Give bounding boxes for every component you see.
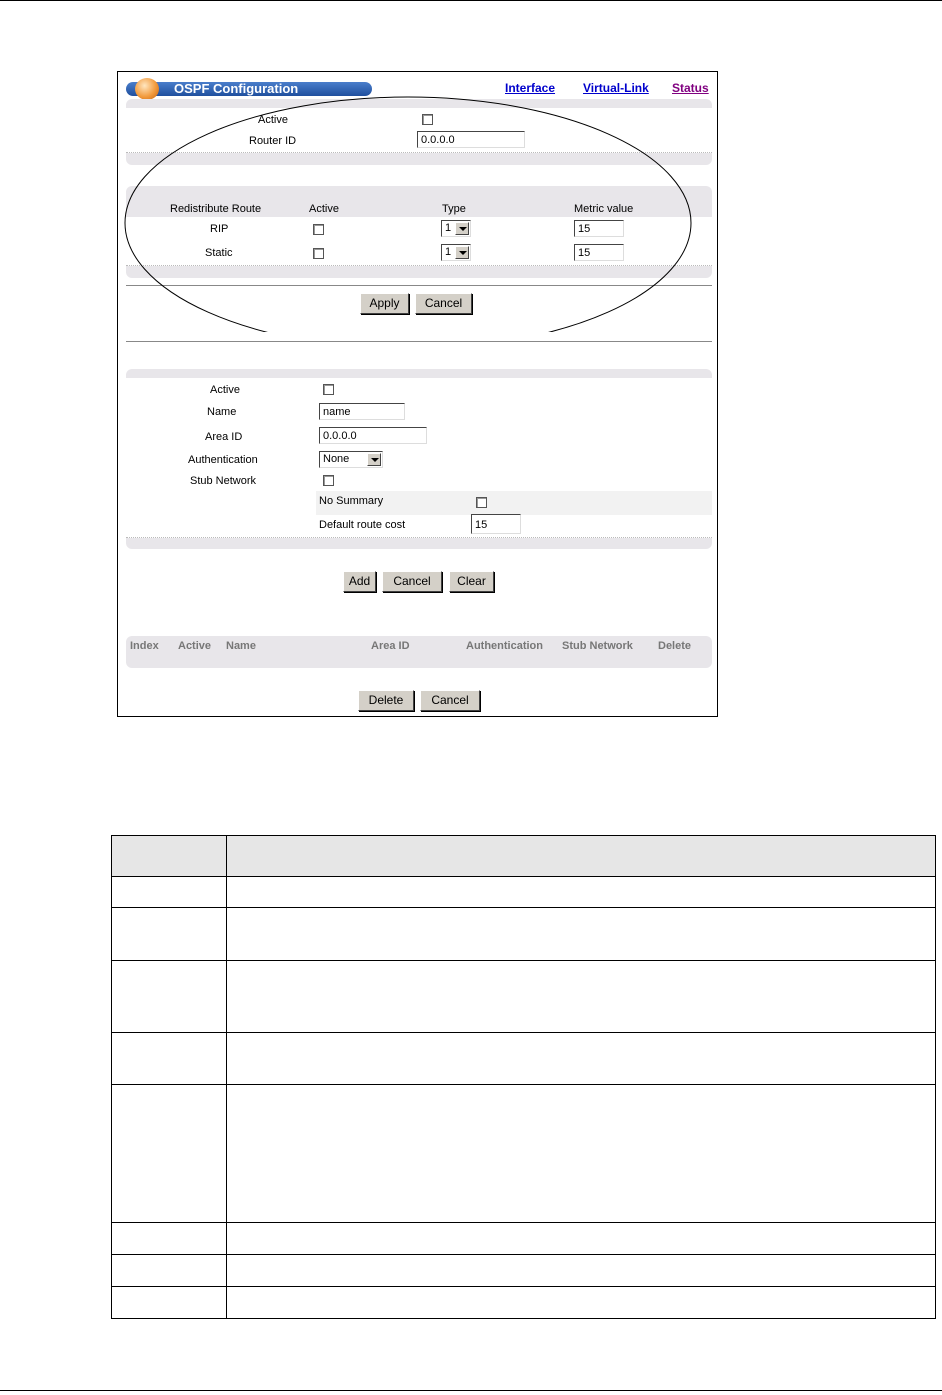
rip-metric-input[interactable]: 15 (574, 220, 624, 237)
router-id-input[interactable]: 0.0.0.0 (417, 131, 525, 148)
no-summary-label: No Summary (319, 495, 384, 507)
area-id-row (126, 424, 712, 449)
table-row (112, 877, 935, 908)
authentication-value: None (323, 453, 350, 465)
area-active-row (126, 378, 712, 401)
rip-label: RIP (210, 223, 229, 235)
router-id-label: Router ID (249, 135, 297, 147)
default-route-cost-label: Default route cost (319, 519, 406, 531)
col-active-header: Active (178, 640, 212, 652)
field-description-table (111, 835, 936, 1319)
authentication-select[interactable] (319, 451, 383, 468)
divider (126, 341, 712, 342)
page-title: OSPF Configuration (126, 82, 372, 96)
redistribute-active-header: Active (309, 203, 339, 215)
area-id-label: Area ID (205, 431, 243, 443)
table-row (112, 908, 935, 961)
area-active-checkbox[interactable] (323, 384, 334, 395)
col-authentication-header: Authentication (466, 640, 543, 652)
area-id-input[interactable]: 0.0.0.0 (319, 427, 427, 444)
stub-network-row (126, 471, 712, 538)
table-row (112, 1033, 935, 1085)
virtual-link-link[interactable]: Virtual-Link (583, 81, 649, 95)
area-name-row (126, 400, 712, 425)
col-delete-header: Delete (658, 640, 692, 652)
static-label: Static (205, 247, 233, 259)
table-cancel-button[interactable]: Cancel (420, 690, 480, 711)
col-index-header: Index (130, 640, 159, 652)
table-row (112, 836, 935, 877)
authentication-row (126, 448, 712, 472)
rip-type-value: 1 (445, 222, 452, 234)
default-route-cost-input[interactable]: 15 (471, 514, 521, 534)
area-name-input[interactable]: name (319, 403, 405, 420)
redistribute-type-header: Type (442, 203, 466, 215)
no-summary-checkbox[interactable] (476, 497, 487, 508)
static-metric-input[interactable]: 15 (574, 244, 624, 261)
chevron-down-icon (367, 453, 381, 466)
add-button[interactable]: Add (343, 571, 376, 592)
area-active-label: Active (210, 384, 240, 396)
area-cancel-button[interactable]: Cancel (382, 571, 442, 592)
static-type-value: 1 (445, 246, 452, 258)
page-bottom-rule (0, 1390, 942, 1391)
ospf-configuration-screen (117, 71, 718, 717)
table-row (112, 1085, 935, 1223)
redistribute-route-header: Redistribute Route (170, 203, 262, 215)
table-row (112, 1255, 935, 1287)
apply-button[interactable]: Apply (360, 293, 409, 314)
active-label: Active (258, 114, 288, 126)
interface-link[interactable]: Interface (505, 81, 556, 95)
clear-button[interactable]: Clear (449, 571, 494, 592)
authentication-label: Authentication (188, 454, 258, 466)
redistribute-metric-header: Metric value (574, 203, 634, 215)
page-top-rule (0, 0, 942, 1)
highlight-ellipse (118, 72, 717, 332)
no-summary-subrow (316, 491, 712, 515)
col-stub-network-header: Stub Network (562, 640, 633, 652)
cancel-button[interactable]: Cancel (415, 293, 472, 314)
col-area-id-header: Area ID (371, 640, 410, 652)
stub-network-checkbox[interactable] (323, 475, 334, 486)
status-link[interactable]: Status (672, 81, 709, 95)
col-name-header: Name (226, 640, 256, 652)
delete-button[interactable]: Delete (358, 690, 414, 711)
area-name-label: Name (207, 406, 237, 418)
table-row (112, 1223, 935, 1255)
stub-network-label: Stub Network (190, 475, 257, 487)
table-row (112, 961, 935, 1033)
table-row (112, 1287, 935, 1318)
